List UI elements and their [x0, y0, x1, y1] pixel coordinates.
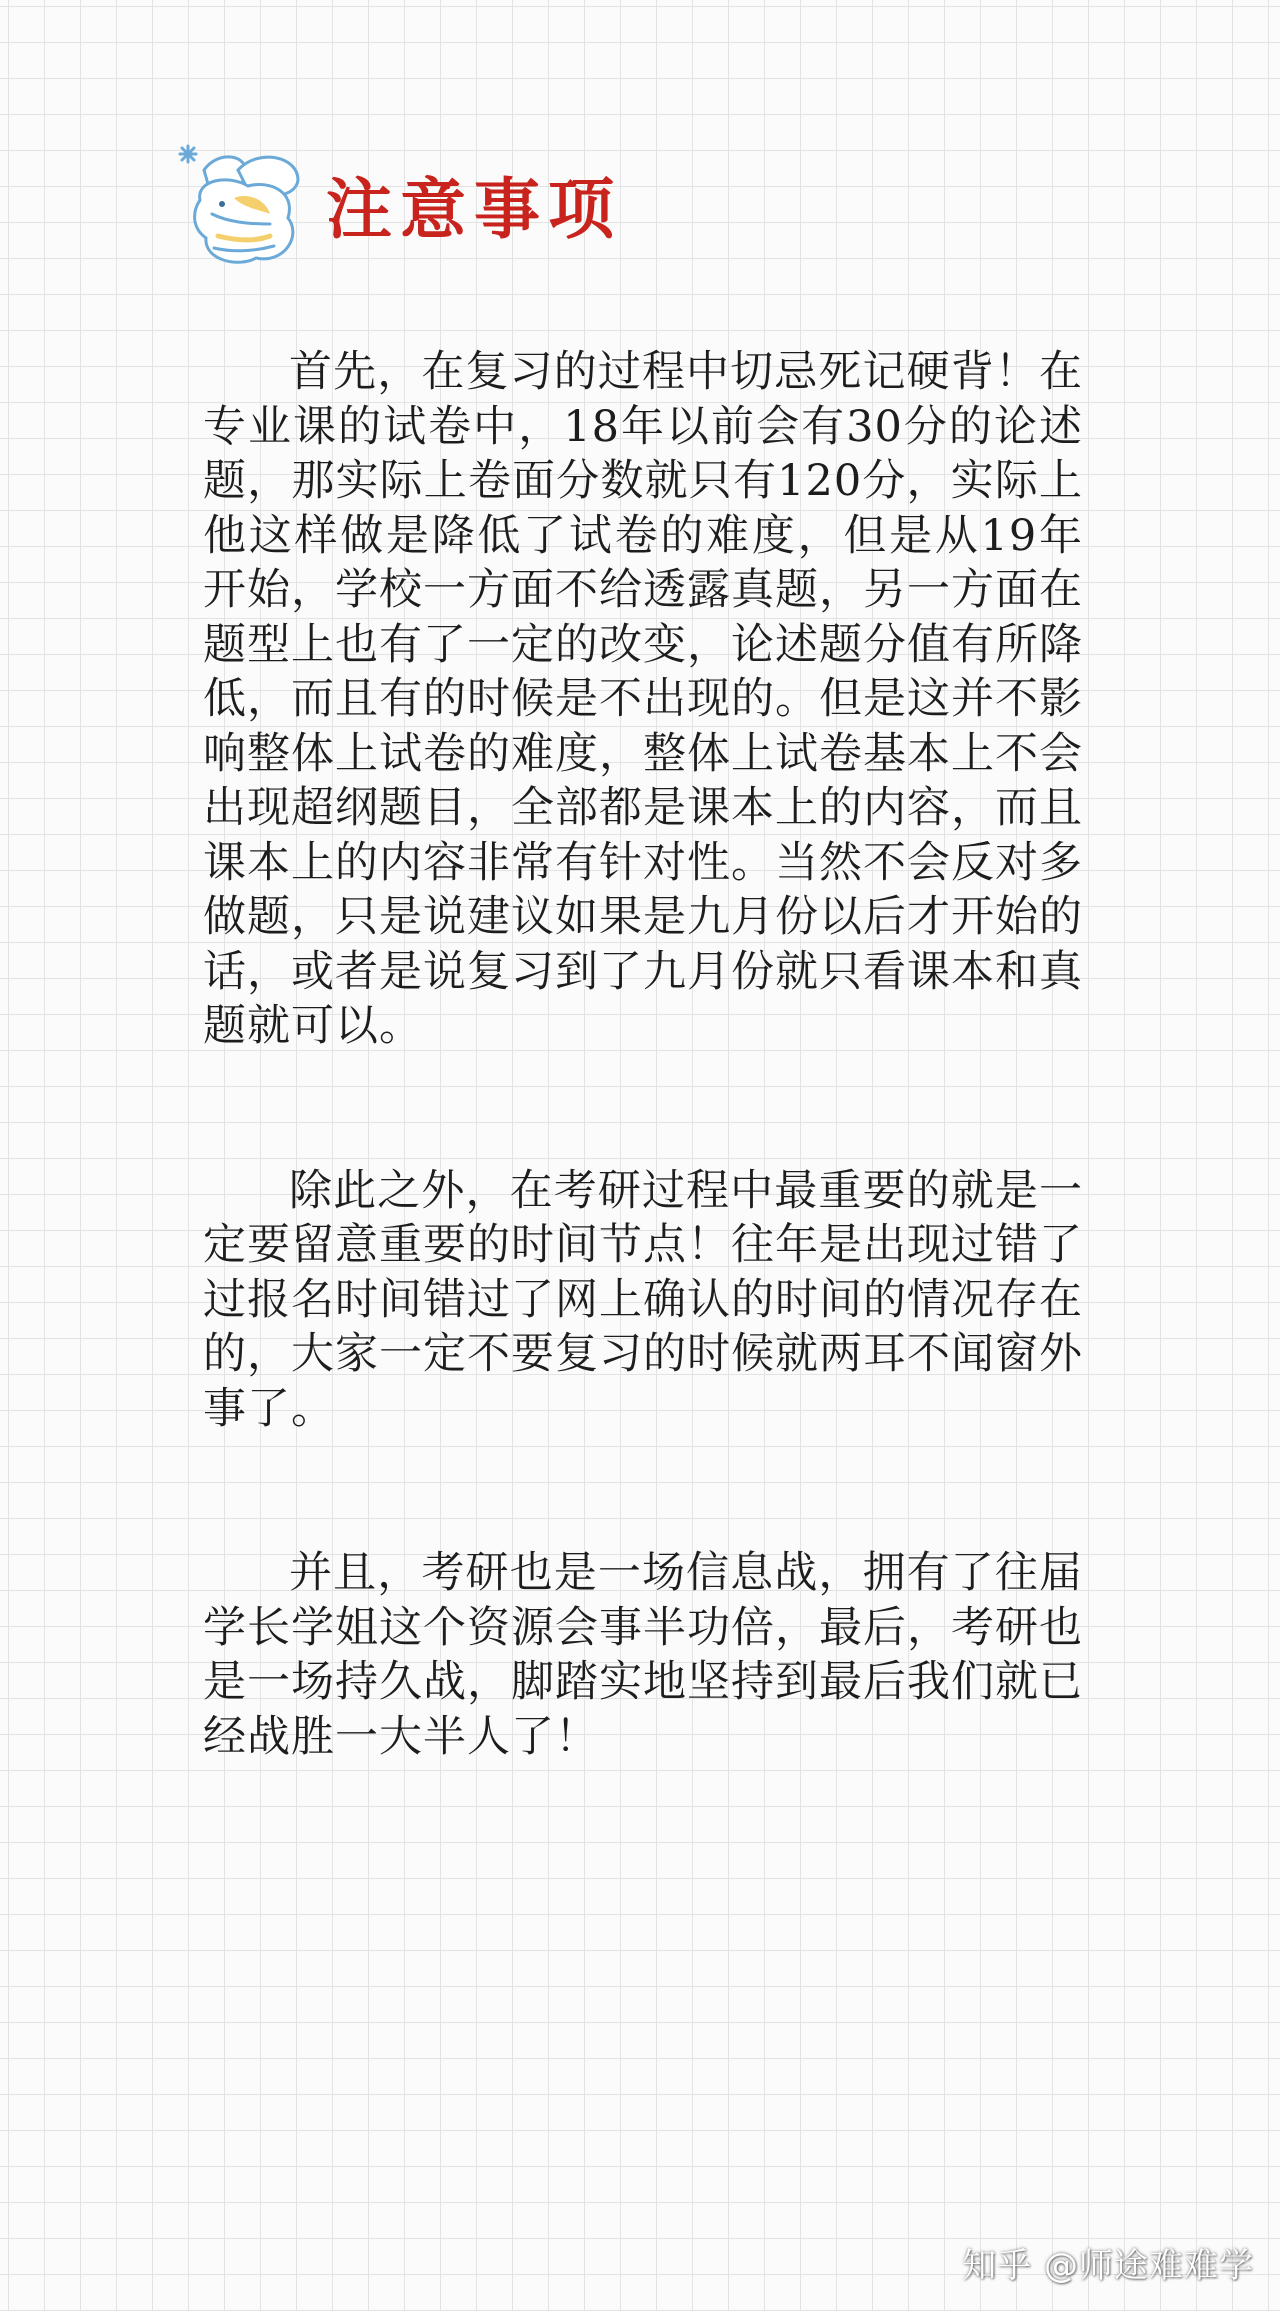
paragraph-key-dates: 除此之外，在考研过程中最重要的就是一定要留意重要的时间节点！往年是出现过错了过报名时间错过了网上确认的时间的情况存在的，大家一定不要复习的时候就两耳不闻窗外事了。 — [203, 1165, 1083, 1434]
paragraph-review-advice: 首先，在复习的过程中切忌死记硬背！在专业课的试卷中，18年以前会有30分的论述题，那实际上卷面分数就只有120分，实际上他这样做是降低了试卷的难度，但是从19年开始，学校一方面不给透露真题，另一方面在题型上也有了一定的改变，论述题分值有所降低，而且有的时候是不出现的。但是这并不影响整体上试卷的难度，整体上试卷基本上不会出现超纲题目，全部都是课本上的内容，而且课本上的内容非常有针对性。当然不会反对多做题，只是说建议如果是九月份以后才开始的话，或者是说复习到了九月份就只看课本和真题就可以。 — [203, 347, 1083, 1051]
bunny-mascot-icon — [178, 140, 318, 280]
watermark: 知乎 @师途难难学 — [962, 2246, 1254, 2286]
section-header — [178, 140, 622, 280]
page-title: 注意事项 — [326, 171, 622, 248]
paragraph-persistence: 并且，考研也是一场信息战，拥有了往届学长学姐这个资源会事半功倍，最后，考研也是一场持久战，脚踏实地坚持到最后我们就已经战胜一大半人了！ — [203, 1548, 1083, 1762]
article-body — [203, 345, 1083, 1764]
